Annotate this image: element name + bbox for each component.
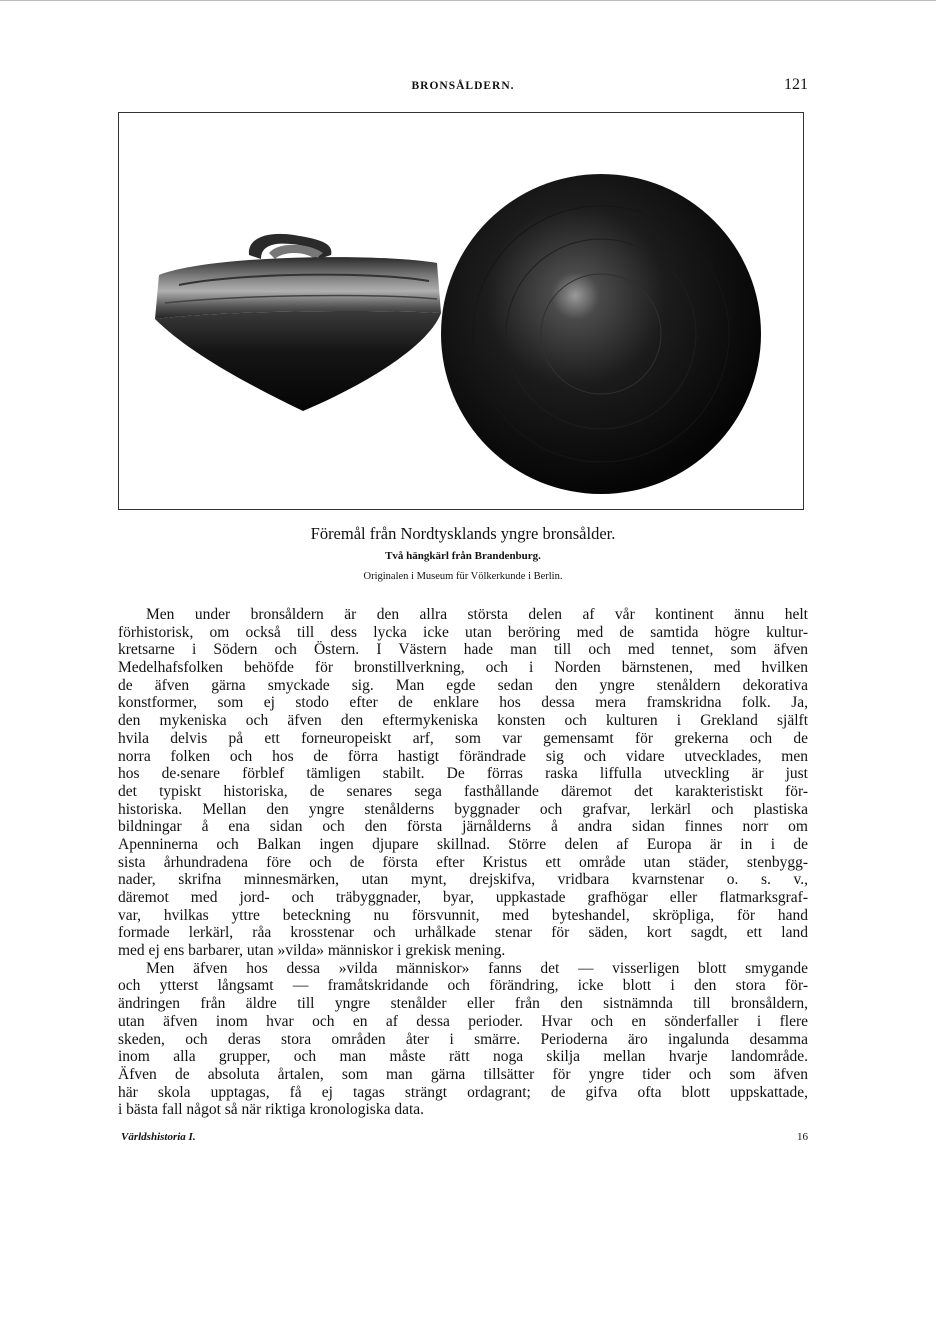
body-text-line: de äfven gärna smyckade sig. Man egde sedan den yngre stenåldern dekorativa — [118, 676, 808, 694]
footer-sheet-number: 16 — [797, 1131, 808, 1143]
hanging-vessel-side-view — [155, 234, 441, 411]
body-text-line: däremot med jord- och träbyggnader, byar, uppkastade grafhögar eller flatmarksgraf- — [118, 889, 808, 906]
body-text-line: den mykeniska och äfven den eftermykeniska konsten och kulturen i Grekland själft — [118, 712, 808, 730]
body-text-line: hos de⸳senare förblef tämligen stabilt. De förras raska liffulla utveckling är just — [118, 765, 808, 783]
body-text-line: i bästa fall något så när riktiga kronologiska data. — [118, 1101, 425, 1119]
body-text-line: utan äfven inom hvar och en af dessa perioder. Hvar och en sönderfaller i flere — [118, 1012, 808, 1030]
body-text-line: det typiskt historiska, de senares sega fasthållande däremot det karakteristiskt för- — [118, 782, 808, 800]
body-text-line: här skola upptagas, få ej tagas strängt ordagrant; de gifva ofta blott uppskattade, — [118, 1083, 808, 1101]
body-text-line: hvila delvis på ett forneuropeiskt arf, som var gemensamt för grekerna och de — [118, 729, 808, 747]
page-footer — [118, 1131, 808, 1147]
running-title: BRONSÅLDERN. — [411, 80, 515, 92]
page-header — [118, 76, 808, 98]
body-text-line: Men äfven hos dessa »vilda människor» fanns det — visserligen blott smygande — [146, 959, 808, 977]
body-text-line: inom alla grupper, och man måste rätt noga skilja mellan hvarje landområde. — [118, 1048, 808, 1066]
body-text-line: och ytterst långsamt — framåtskridande och förändring, icke blott i den stora för- — [118, 977, 808, 995]
body-text-line: Äfven de absoluta årtalen, som man gärna tillsätter för yngre tider och som äfven — [118, 1065, 808, 1083]
body-text-line: med ej ens barbarer, utan »vilda» människor i grekisk mening. — [118, 942, 506, 960]
page-top-edge — [0, 0, 936, 1]
hanging-vessel-bottom-view — [441, 174, 761, 494]
body-text-line: bildningar å ena sidan och den första järnålderns å andra sidan finnes norr om — [118, 818, 808, 836]
footer-signature: Världshistoria I. — [121, 1131, 196, 1143]
body-text-line: nader, skrifna minnesmärken, utan mynt, drejskifva, vridbara kvarnstenar o. s. v., — [118, 871, 808, 889]
body-text-line: sista århundradena före och de första efter Kristus ett område utan städer, stenbygg- — [118, 853, 808, 871]
body-text-line: Apenninerna och Balkan ingen djupare skillnad. Större delen af Europa är in i de — [118, 835, 808, 853]
body-text-line: kretsarne i Södern och Östern. I Västern hade man till och med tennet, som äfven — [118, 641, 808, 659]
body-text-line: norra folken och hos de förra hastigt förändrade sig och vidare utvecklades, men — [118, 747, 808, 765]
figure-caption-title: Föremål från Nordtysklands yngre bronsålder. — [310, 524, 616, 543]
figure-caption-source: Originalen i Museum für Völkerkunde i Berlin. — [363, 571, 563, 582]
body-text-line: konstformer, som ej stodo efter de enklare hos dessa mera framskridna folk. Ja, — [118, 694, 808, 712]
figure-frame — [118, 112, 804, 510]
body-text-line: historiska. Mellan den yngre stenålderns byggnader och grafvar, lerkärl och plastiska — [118, 800, 808, 818]
body-text — [118, 606, 808, 1119]
figure-illustration — [119, 113, 805, 511]
body-text-line: Men under bronsåldern är den allra största delen af vår kontinent ännu helt — [146, 606, 808, 623]
body-text-line: förhistorisk, om också till dess lycka icke utan beröring med de samtida högre kultur- — [118, 623, 808, 641]
body-text-line: skeden, och deras stora områden åter i smärre. Perioderna äro ingalunda desamma — [118, 1030, 808, 1048]
page-number: 121 — [784, 76, 808, 93]
body-text-line: formade lerkärl, råa krosstenar och urhålkade stenar för säden, kort sagdt, ett land — [118, 924, 808, 942]
body-text-line: Medelhafsfolken behöfde för bronstillverkning, och i Norden bärnstenen, med hvilken — [118, 659, 808, 677]
figure-caption-subtitle: Två hängkärl från Brandenburg. — [385, 550, 541, 562]
body-text-line: ändringen från äldre till yngre stenålder eller från den sistnämnda till bronsåldern, — [118, 995, 808, 1013]
body-text-line: var, hvilkas yttre beteckning nu försvunnit, med byteshandel, skröpliga, för hand — [118, 906, 808, 924]
